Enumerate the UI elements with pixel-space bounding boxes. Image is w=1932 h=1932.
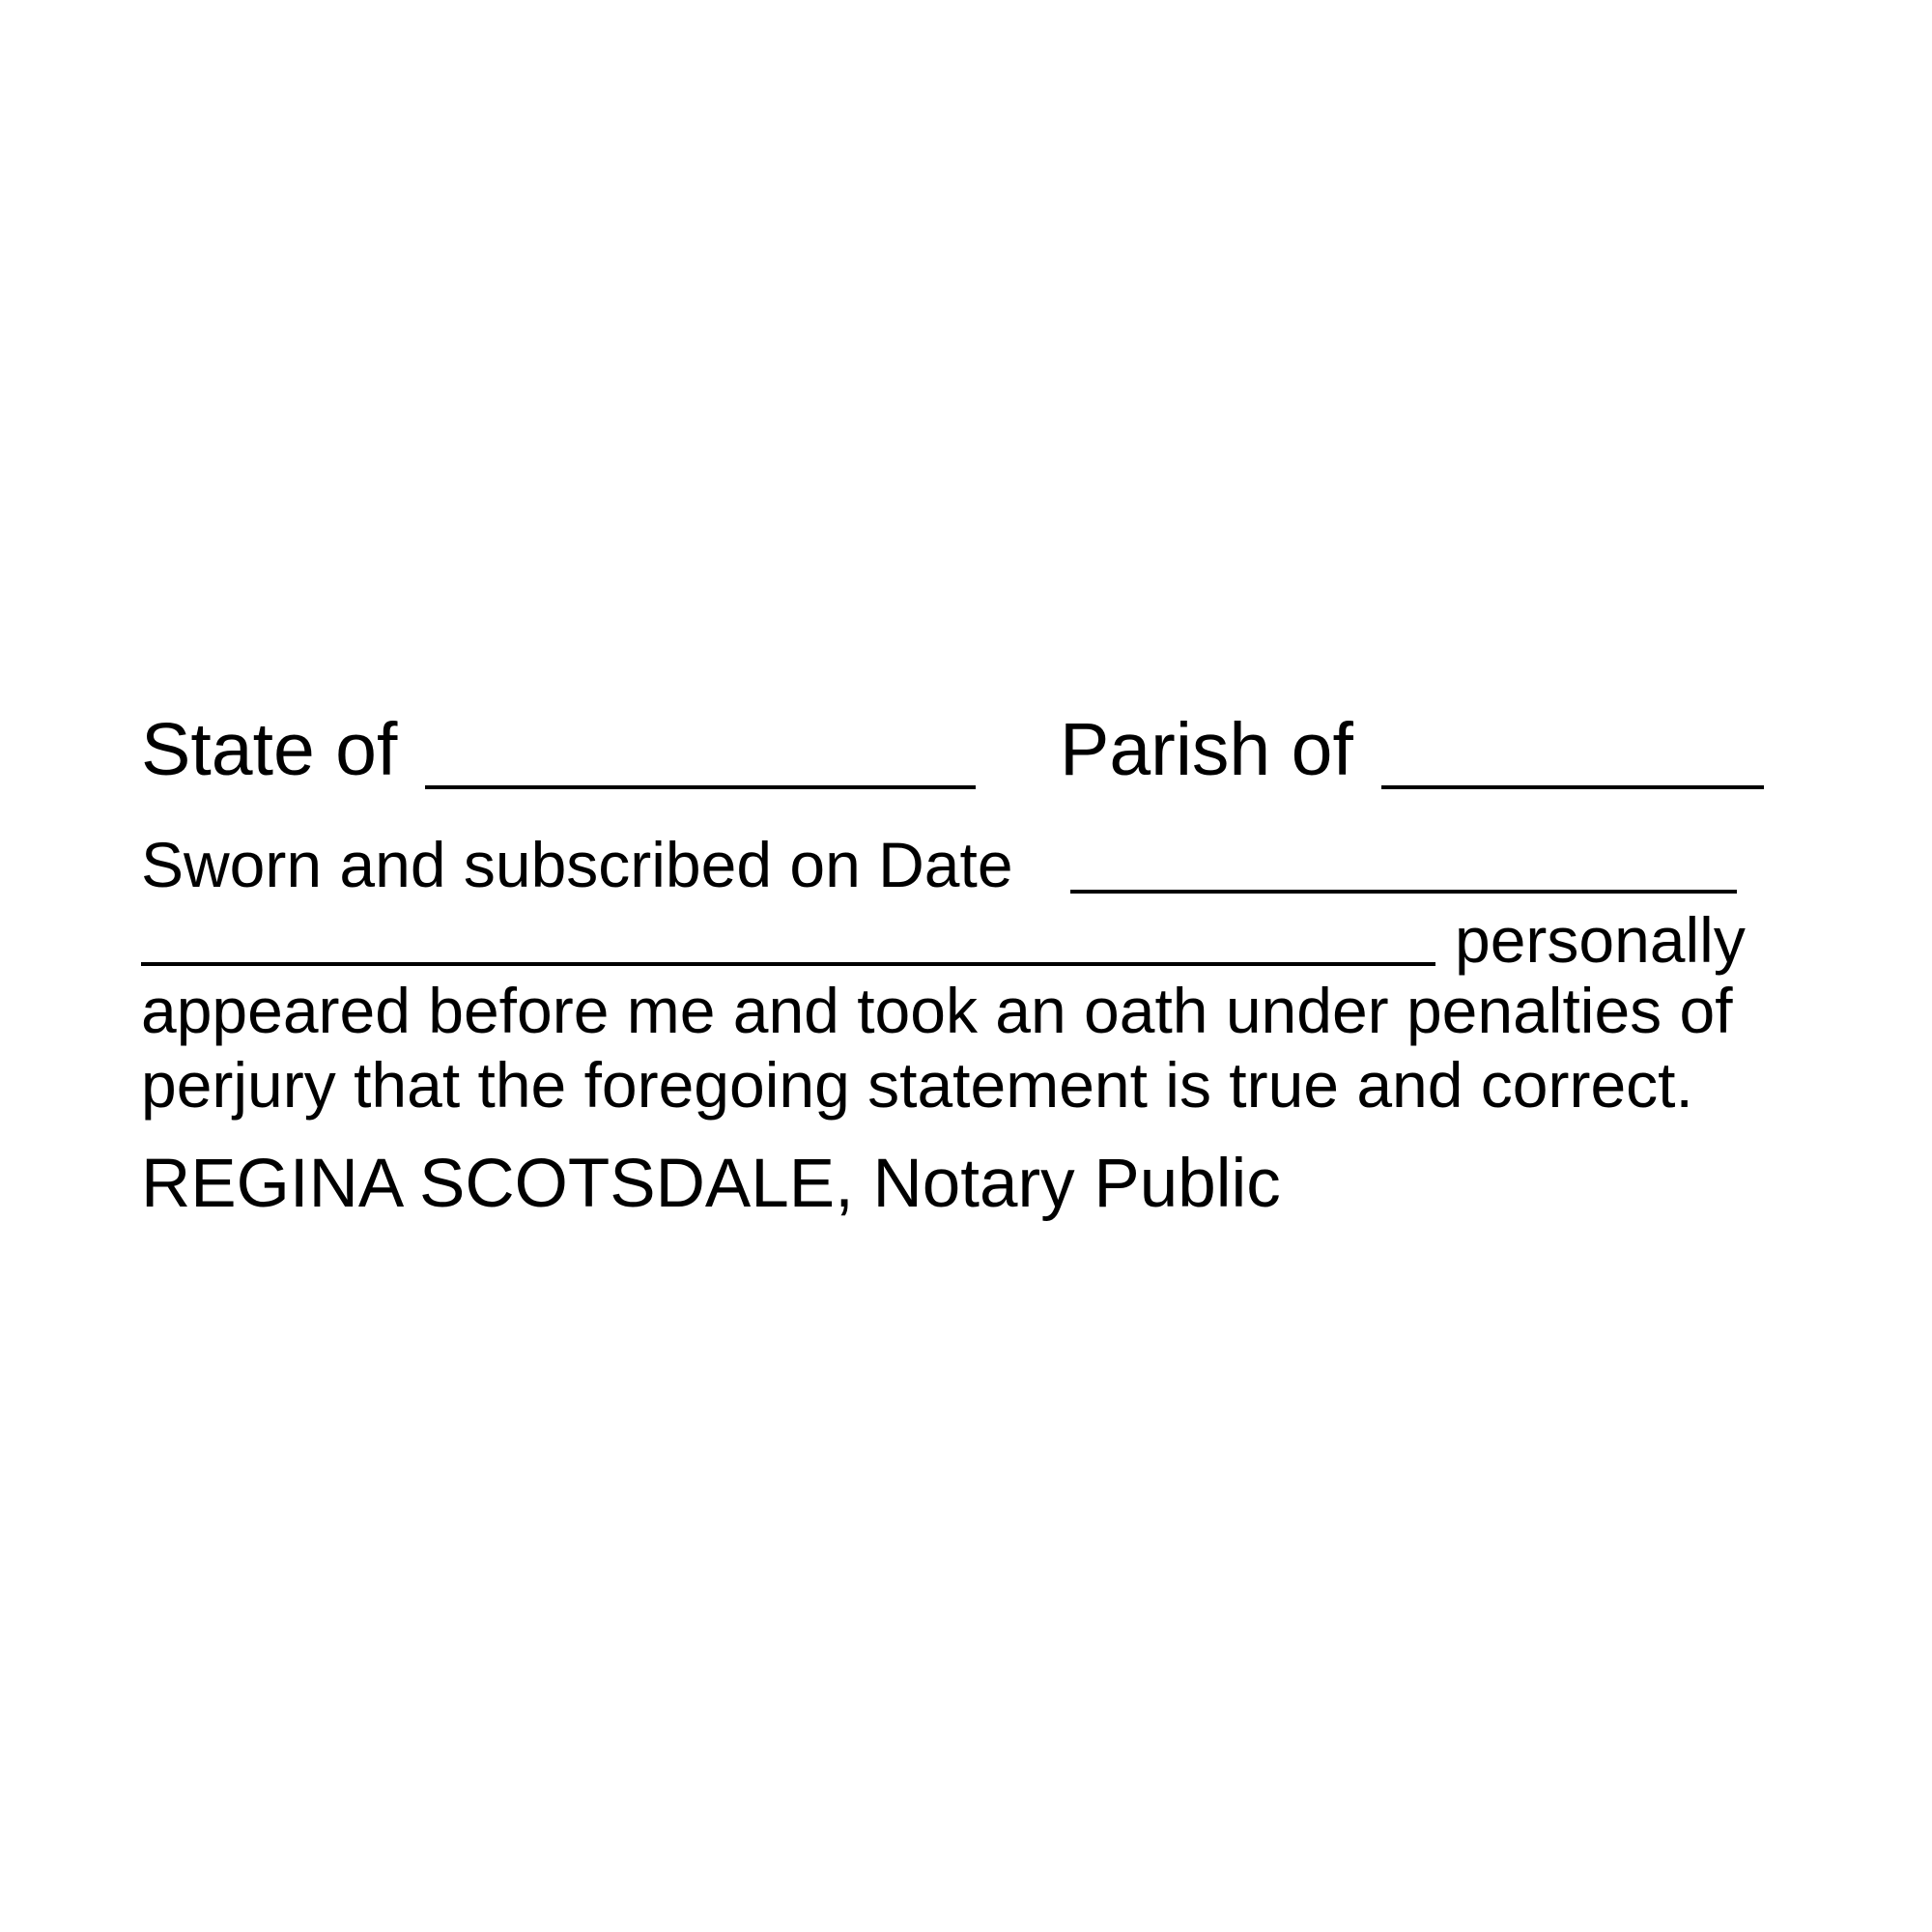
personally-label: personally bbox=[1455, 904, 1746, 976]
parish-blank-line bbox=[1381, 785, 1764, 789]
date-blank-line bbox=[1070, 890, 1737, 894]
state-label: State of bbox=[141, 708, 398, 791]
oath-text-line-1: appeared before me and took an oath under penalties of bbox=[141, 975, 1733, 1046]
oath-text-line-2: perjury that the foregoing statement is true and correct. bbox=[141, 1049, 1693, 1121]
notary-name: REGINA SCOTSDALE, Notary Public bbox=[141, 1146, 1281, 1222]
state-blank-line bbox=[425, 785, 976, 789]
parish-label: Parish of bbox=[1060, 708, 1353, 791]
sworn-date-label: Sworn and subscribed on Date bbox=[141, 829, 1013, 900]
name-blank-line bbox=[141, 962, 1435, 966]
